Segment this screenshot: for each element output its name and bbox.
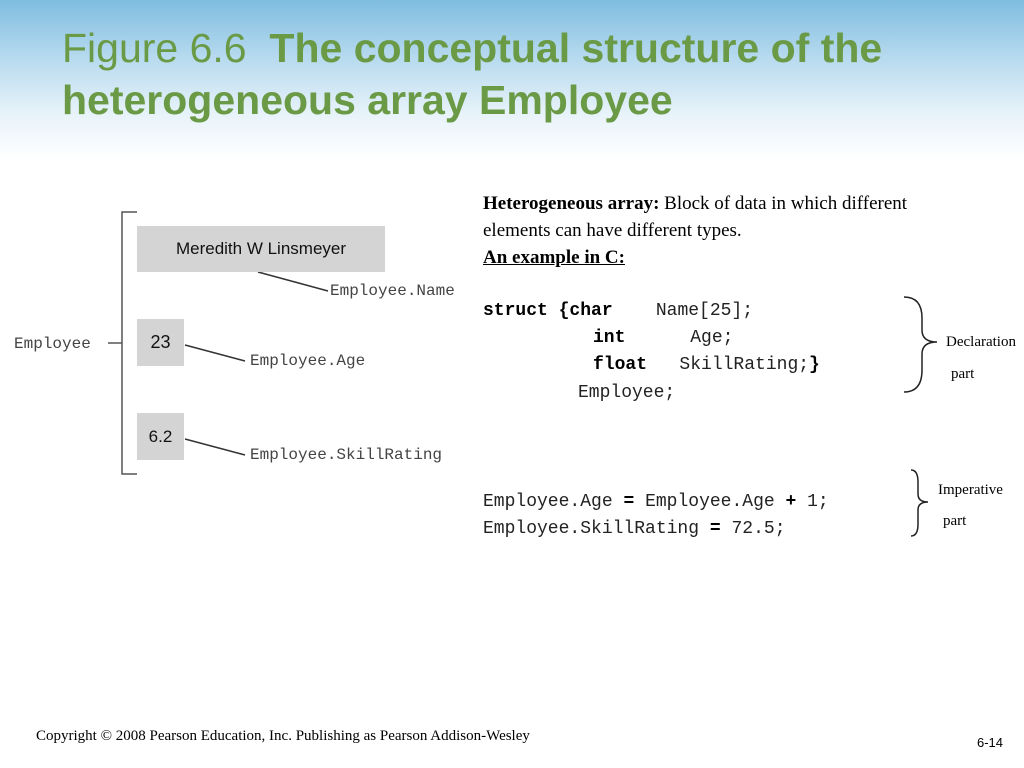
code-line-5: [483, 489, 829, 516]
name-field-box: Meredith W Linsmeyer: [137, 226, 385, 272]
declaration-brace: [904, 297, 937, 392]
code-text: SkillRating;: [679, 355, 810, 375]
code-keyword: int: [593, 328, 626, 348]
copyright-notice: Copyright © 2008 Pearson Education, Inc. Publishing as Pearson Addison-Wesley: [36, 728, 530, 744]
employee-root-label: Employee: [14, 335, 91, 353]
page-number: 6-14: [977, 735, 1004, 750]
code-text: Name[25];: [655, 301, 754, 321]
imperative-label-1: Imperative: [938, 482, 1003, 498]
age-leader-line: [185, 345, 245, 361]
imperative-label-2: part: [943, 513, 967, 529]
code-line-4: [578, 380, 675, 407]
code-operator: =: [709, 519, 721, 539]
code-keyword: }: [809, 355, 820, 375]
skill-field-box: 6.2: [137, 413, 184, 460]
code-keyword: struct {char: [483, 301, 613, 321]
figure-number: Figure 6.6: [62, 25, 247, 71]
declaration-label-1: Declaration: [946, 334, 1016, 350]
code-line-2: [593, 325, 733, 352]
code-text: Employee;: [578, 383, 676, 403]
name-field-label: Employee.Name: [330, 282, 455, 300]
age-field-box: 23: [137, 319, 184, 366]
code-text: Employee.Age: [483, 492, 613, 512]
code-line-6: [483, 516, 786, 543]
code-operator: +: [785, 492, 797, 512]
skill-leader-line: [185, 439, 245, 455]
description-block: [483, 190, 923, 271]
code-line-3: [593, 352, 820, 379]
code-keyword: float: [593, 355, 648, 375]
employee-bracket: [122, 212, 137, 474]
declaration-label-2: part: [951, 366, 975, 382]
skill-field-label: Employee.SkillRating: [250, 446, 443, 464]
code-text: Employee.SkillRating: [483, 519, 700, 539]
definition-term: Heterogeneous array:: [483, 193, 660, 214]
code-text: Age;: [690, 328, 734, 348]
code-text: 1;: [807, 492, 829, 512]
imperative-brace: [911, 470, 928, 536]
code-text: 72.5;: [731, 519, 786, 539]
code-operator: =: [623, 492, 635, 512]
name-leader-line: [258, 272, 328, 291]
figure-caption: The conceptual structure of the heterogeneous array Employee: [62, 25, 883, 123]
example-heading: An example in C:: [483, 247, 625, 268]
age-field-label: Employee.Age: [250, 352, 366, 370]
code-text: Employee.Age: [645, 492, 775, 512]
code-line-1: [483, 298, 753, 325]
definition-text: Block of data in which different elements can have different types.: [483, 193, 908, 241]
